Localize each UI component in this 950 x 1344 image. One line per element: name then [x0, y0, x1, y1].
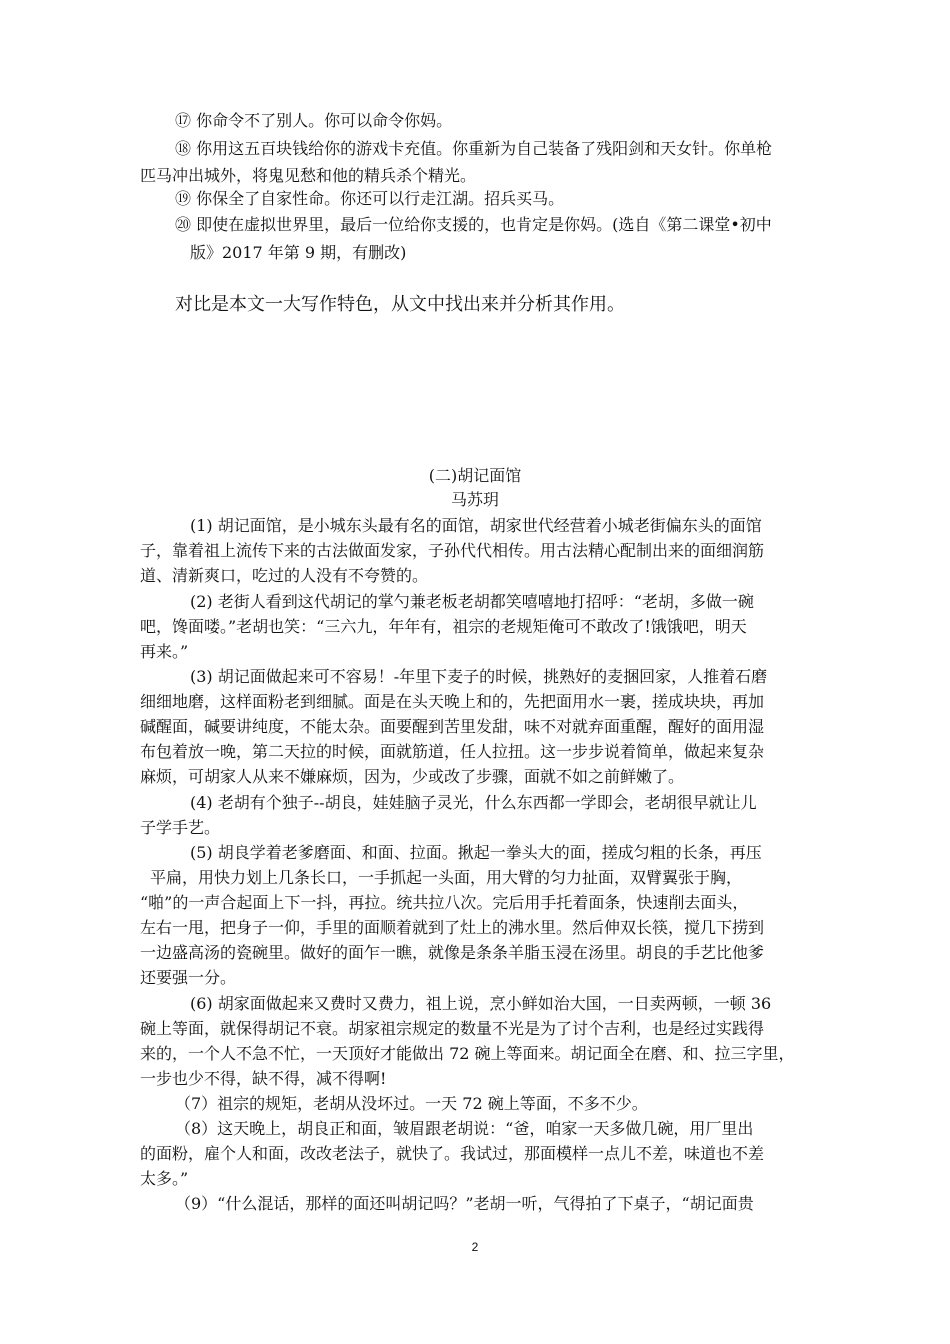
article-line: (1) 胡记面馆，是小城东头最有名的面馆，胡家世代经营着小城老街偏东头的面馆	[190, 516, 762, 535]
passage-line: ⑲ 你保全了自家性命。你还可以行走江湖。招兵买马。	[175, 189, 565, 208]
article-line: （7）祖宗的规矩，老胡从没坏过。一天 72 碗上等面，不多不少。	[175, 1094, 648, 1113]
article-line: 再来。”	[140, 642, 189, 661]
article-line: 子，靠着祖上流传下来的古法做面发家，子孙代代相传。用古法精心配制出来的面细润筋	[140, 541, 765, 560]
passage-line: ⑳ 即使在虚拟世界里，最后一位给你支援的，也肯定是你妈。(选自《第二课堂•初中	[175, 215, 772, 234]
article-line: 布包着放一晚，第二天拉的时候，面就筋道，任人拉扭。这一步步说着简单，做起来复杂	[140, 742, 765, 761]
article-line: 左右一甩，把身子一仰，手里的面顺着就到了灶上的沸水里。然后伸双长筷，搅几下捞到	[140, 918, 765, 937]
article-line: 还要强一分。	[140, 968, 237, 987]
article-line: 太多。”	[140, 1169, 189, 1188]
article-line: 吧，馋面喽。”老胡也笑：“三六九，年年有，祖宗的老规矩俺可不敢改了!饿饿吧，明天	[140, 617, 747, 636]
article-line: 道、清新爽口，吃过的人没有不夸赞的。	[140, 566, 429, 585]
article-line: 平扁，用快力划上几条长口，一手抓起一头面，用大臂的匀力扯面，双臂翼张于胸，	[150, 868, 743, 887]
article-line: 的面粉，雇个人和面，改改老法子，就快了。我试过，那面模样一点儿不差，味道也不差	[140, 1144, 765, 1163]
article-line: 一边盛高汤的瓷碗里。做好的面乍一瞧，就像是条条羊脂玉浸在汤里。胡良的手艺比他爹	[140, 943, 765, 962]
article-line: 子学手艺。	[140, 818, 221, 837]
article-line: 麻烦，可胡家人从来不嫌麻烦，因为，少或改了步骤，面就不如之前鲜嫩了。	[140, 767, 685, 786]
article-line: (6) 胡家面做起来又费时又费力，祖上说，烹小鲜如治大国，一日卖两顿，一顿 36	[190, 994, 772, 1013]
article-line: （8）这天晚上，胡良正和面，皱眉跟老胡说：“爸，咱家一天多做几碗，用厂里出	[175, 1119, 754, 1138]
article-line: “啪”的一声合起面上下一抖，再拉。统共拉八次。完后用手托着面条，快速削去面头，	[140, 893, 749, 912]
author-name: 马苏玥	[450, 490, 499, 509]
section-title: (二)胡记面馆	[428, 466, 522, 485]
passage-line: ⑰ 你命令不了别人。你可以命令你妈。	[175, 111, 453, 130]
article-line: 碱醒面，碱要讲纯度，不能太杂。面要醒到苦里发甜，味不对就弃面重醒，醒好的面用湿	[140, 717, 765, 736]
passage-line: ⑱ 你用这五百块钱给你的游戏卡充值。你重新为自己装备了残阳剑和天女针。你单枪	[175, 139, 773, 158]
passage-line: 匹马冲出城外，将鬼见愁和他的精兵杀个精光。	[140, 166, 477, 185]
article-line: 碗上等面，就保得胡记不衰。胡家祖宗规定的数量不光是为了讨个吉利，也是经过实践得	[140, 1019, 765, 1038]
article-line: (4) 老胡有个独子--胡良，娃娃脑子灵光，什么东西都一学即会，老胡很早就让儿	[190, 793, 757, 812]
page-number: 2	[471, 1240, 479, 1254]
article-line: (5) 胡良学着老爹磨面、和面、拉面。揪起一拳头大的面，搓成匀粗的长条，再压	[190, 843, 762, 862]
article-line: (2) 老街人看到这代胡记的掌勺兼老板老胡都笑嘻嘻地打招呼：“老胡，多做一碗	[190, 592, 754, 611]
question-text: 对比是本文一大写作特色，从文中找出来并分析其作用。	[175, 294, 625, 315]
article-line: (3) 胡记面做起来可不容易！-年里下麦子的时候，挑熟好的麦捆回家，人推着石磨	[190, 667, 768, 686]
article-line: 来的，一个人不急不忙，一天顶好才能做出 72 碗上等面来。胡记面全在磨、和、拉三字里，	[140, 1044, 795, 1063]
article-line: 一步也少不得，缺不得，减不得啊!	[140, 1069, 387, 1088]
passage-line: 版》2017 年第 9 期，有删改)	[190, 243, 407, 262]
article-line: 细细地磨，这样面粉老到细腻。面是在头天晚上和的，先把面用水一裹，搓成块块，再加	[140, 692, 765, 711]
article-line: （9）“什么混话，那样的面还叫胡记吗？”老胡一听，气得拍了下桌子，“胡记面贵	[175, 1194, 754, 1213]
